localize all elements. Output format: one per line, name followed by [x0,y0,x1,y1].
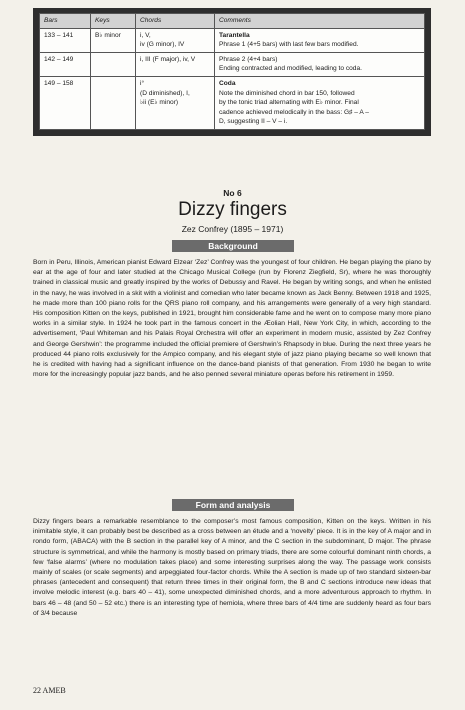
cell-keys [91,52,136,76]
comment-line: Phrase 2 (4+4 bars) [219,55,278,63]
background-heading: Background [172,240,294,252]
chord-line: iv (G minor), IV [140,41,185,49]
table-header-row [40,14,425,29]
comment-line: Note the diminished chord in bar 150, followed [219,89,355,97]
comment-heading: Tarantella [219,31,250,39]
header-chords: Chords [136,14,215,29]
cell-chords [136,28,215,52]
cell-bars: 142 – 149 [40,52,91,76]
cell-bars: 133 – 141 [40,28,91,52]
chord-line: ♭ii (E♭ minor) [140,99,179,107]
background-paragraph [33,258,431,380]
chord-line: i° [140,79,145,87]
header-comments: Comments [215,14,425,29]
analysis-table-frame [33,8,431,136]
chord-line: i, III (F major), iv, V [140,55,196,63]
comment-heading: Coda [219,79,236,87]
form-analysis-heading: Form and analysis [172,499,294,511]
form-analysis-text: Dizzy fingers bears a remarkable resemblance to the composer’s most famous composition, Kitten on the keys. Written in his inimitable style, it can probably best be described as a cross between an étude and a ‘novelty’ piece. It is in the key of A major and in rondo form, (ABACA) with the B section in the parallel key of A minor, and the C section in the subdominant, D major. The phrase structure is symmetrical, and while the harmony is mostly based on primary triads, there are some colourful dominant ninth chords, a few ‘false alarms’ (where no modulation takes place) and some interesting surprises along the way. The passage work consists mainly of scales (or scale segments) and arpeggiated four-factor chords. While the A section is made up of two standard sixteen-bar phrases (antecedent and consequent) that return three times in their original form, the B and C sections introduce new ideas that involve melodic interest (e.g. bars 40 – 41), some unexpected diminished chords, and a more adventurous approach to rhythm. In bars 46 – 48 (and 50 – 52 etc.) there is an interesting type of hemiola, where three bars of 4/4 time are suddenly heard as four bars of 3/4 because [33,518,431,617]
analysis-table [39,13,425,130]
comment-line: Phrase 1 (4+5 bars) with last few bars modified. [219,41,359,49]
table-row [40,28,425,52]
comment-line: D, suggesting II – V – i. [219,118,288,126]
chord-line: i, V, [140,31,151,39]
composer-line: Zez Confrey (1895 – 1971) [181,224,284,234]
cell-comments [215,28,425,52]
piece-number: No 6 [223,188,242,198]
chord-line: (D diminished), I, [140,89,190,97]
header-keys: Keys [91,14,136,29]
cell-comments [215,76,425,129]
cell-keys: B♭ minor [91,28,136,52]
comment-line: cadence achieved melodically in the bass: G♯ – A – [219,108,369,116]
piece-title: Dizzy fingers [178,199,287,220]
cell-keys [91,76,136,129]
cell-bars: 149 – 158 [40,76,91,129]
table-row [40,52,425,76]
cell-comments [215,52,425,76]
comment-line: by the tonic triad alternating with E♭ minor. Final [219,99,359,107]
background-text: Born in Peru, Illinois, American pianist Edward Elzear ‘Zez’ Confrey was the youngest of four children. He began playing the piano by ear at the age of four and later studied at the Chicago Musical College (run by Florenz Ziegfield, Sr), where he was thoroughly trained in classical music and greatly inspired by the works of Debussy and Ravel. He began by writing songs, and when he enlisted in the navy, he was involved in a skit with a violinist and comedian who later became known as Jack Benny. Between 1918 and 1925, he made more than 100 piano rolls for the QRS piano roll company, and his arrangements were generally of a very high standard. His composition Kitten on the keys, published in 1921, brought him considerable fame and he went on to compose many more piano works in a similar style. In 1924 he took part in the famous concert in the Æolian Hall, New York City, in which, according to the advertisement, ‘Paul Whiteman and his Palais Royal Orchestra will offer an experiment in modern music, assisted by Zez Confrey and George Gershwin’: the programme included the official premiere of Gershwin’s Rhapsody in blue. During the next three years he produced 44 piano rolls exclusively for the Ampico company, and his elegant style of jazz piano playing became so well known that he is credited with having had a significant influence on the dance-band pianists of that generation. From 1930 he began to write more for the increasingly popular jazz bands, and he also penned several miniature operas before his retirement in 1959. [33,259,431,379]
page-footer: 22 AMEB [33,686,66,695]
table-row [40,76,425,129]
cell-chords [136,76,215,129]
header-bars: Bars [40,14,91,29]
cell-chords [136,52,215,76]
form-analysis-paragraph [33,517,431,619]
comment-line: Ending contracted and modified, leading to coda. [219,65,362,73]
